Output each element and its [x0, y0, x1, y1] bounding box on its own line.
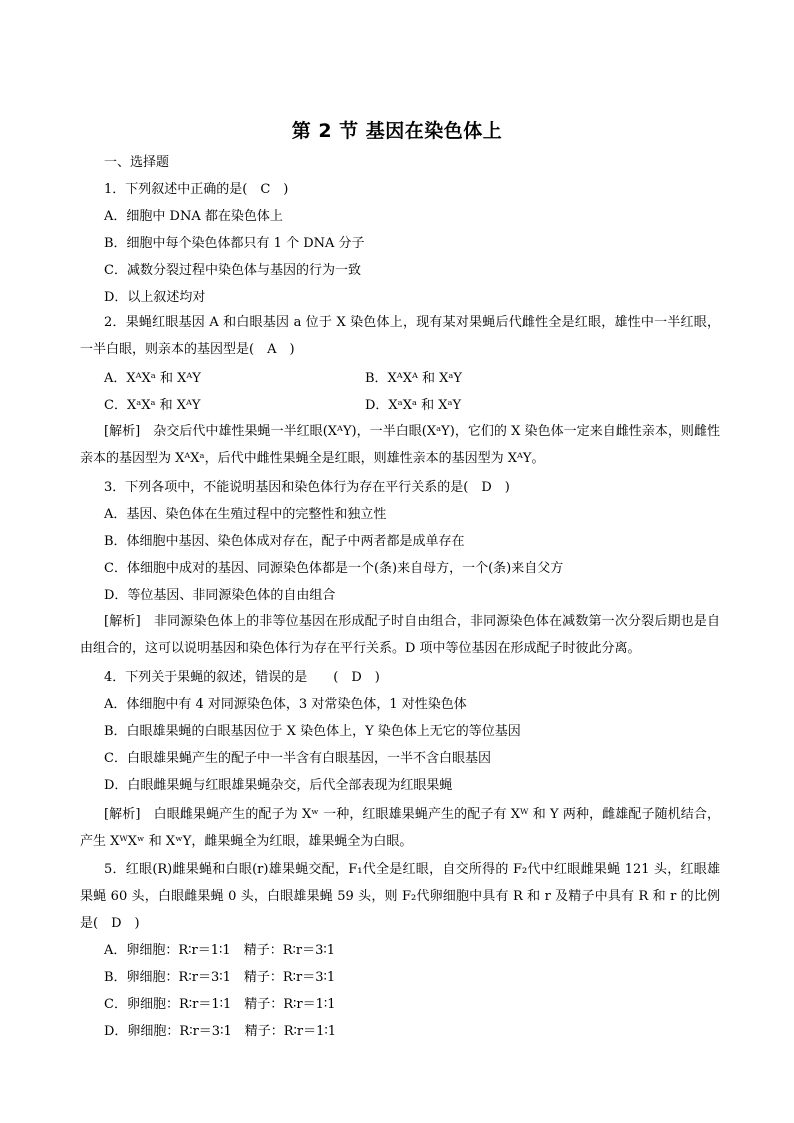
- q1-stem: 1．下列叙述中正确的是( C ): [104, 182, 289, 197]
- q3-option-b: B．体细胞中基因、染色体成对存在，配子中两者都是成单存在: [104, 534, 465, 549]
- q1-option-b: B．细胞中每个染色体都只有 1 个 DNA 分子: [104, 236, 365, 251]
- q3-stem: 3．下列各项中，不能说明基因和染色体行为存在平行关系的是( D ): [104, 480, 510, 495]
- q2-option-d: D．XᵃXᵃ 和 XᵃY: [365, 398, 462, 413]
- q2-option-b: B．XᴬXᴬ 和 XᵃY: [365, 371, 462, 386]
- section-heading: 一、选择题: [104, 155, 170, 170]
- q2-option-a: A．XᴬXᵃ 和 XᴬY: [104, 371, 201, 386]
- q2-stem: 2．果蝇红眼基因 A 和白眼基因 a 位于 X 染色体上，现有某对果蝇后代雌性全是红眼，雄性中一半红眼，一半白眼，则亲本的基因型是( A ): [80, 315, 720, 357]
- q3-option-d: D．等位基因、非同源染色体的自由组合: [104, 588, 336, 603]
- q1-option-c: C．减数分裂过程中染色体与基因的行为一致: [104, 263, 361, 278]
- q3-option-c: C．体细胞中成对的基因、同源染色体都是一个(条)来自母方，一个(条)来自父方: [104, 561, 564, 576]
- q5-option-b: B．卵细胞：R∶r＝3∶1 精子：R∶r＝3∶1: [104, 970, 336, 985]
- q4-analysis: [解析] 白眼雌果蝇产生的配子为 Xʷ 一种，红眼雄果蝇产生的配子有 Xᵂ 和 Y 两种，雌雄配子随机结合，产生 XᵂXʷ 和 XʷY，雌果蝇全为红眼，雄果蝇全为白眼。: [80, 807, 720, 849]
- q1-option-d: D．以上叙述均对: [104, 290, 206, 305]
- q3-analysis: [解析] 非同源染色体上的非等位基因在形成配子时自由组合，非同源染色体在减数第一次分裂后期也是自由组合的，这可以说明基因和染色体行为存在平行关系。D 项中等位基因在形成配子时彼此分离。: [80, 614, 720, 656]
- q4-option-c: C．白眼雄果蝇产生的配子中一半含有白眼基因，一半不含白眼基因: [104, 751, 491, 766]
- q4-option-a: A．体细胞中有 4 对同源染色体，3 对常染色体，1 对性染色体: [104, 697, 467, 712]
- page-title: 第 2 节 基因在染色体上: [291, 120, 503, 142]
- q5-stem: 5．红眼(R)雌果蝇和白眼(r)雄果蝇交配，F₁代全是红眼，自交所得的 F₂代中红眼雌果蝇 121 头，红眼雄果蝇 60 头，白眼雌果蝇 0 头，白眼雄果蝇 59 头，则 F₂代卵细胞中具有 R 和 r 及精子中具有 R 和 r 的比例是( D ): [80, 862, 720, 931]
- q5-option-c: C．卵细胞：R∶r＝1∶1 精子：R∶r＝1∶1: [104, 997, 336, 1012]
- q5-option-a: A．卵细胞：R∶r＝1∶1 精子：R∶r＝3∶1: [104, 943, 336, 958]
- q2-analysis: [解析] 杂交后代中雄性果蝇一半红眼(XᴬY)，一半白眼(XᵃY)，它们的 X 染色体一定来自雌性亲本，则雌性亲本的基因型为 XᴬXᵃ，后代中雌性果蝇全是红眼，则雄性亲本的基因型为 XᴬY。: [80, 424, 720, 466]
- q4-stem: 4．下列关于果蝇的叙述，错误的是 ( D ): [104, 670, 380, 685]
- q5-option-d: D．卵细胞：R∶r＝3∶1 精子：R∶r＝1∶1: [104, 1024, 337, 1039]
- q1-option-a: A．细胞中 DNA 都在染色体上: [104, 209, 283, 224]
- q3-option-a: A．基因、染色体在生殖过程中的完整性和独立性: [104, 507, 387, 522]
- q2-option-c: C．XᵃXᵃ 和 XᴬY: [104, 398, 201, 413]
- q4-option-d: D．白眼雌果蝇与红眼雄果蝇杂交，后代全部表现为红眼果蝇: [104, 778, 453, 793]
- q4-option-b: B．白眼雄果蝇的白眼基因位于 X 染色体上，Y 染色体上无它的等位基因: [104, 724, 521, 739]
